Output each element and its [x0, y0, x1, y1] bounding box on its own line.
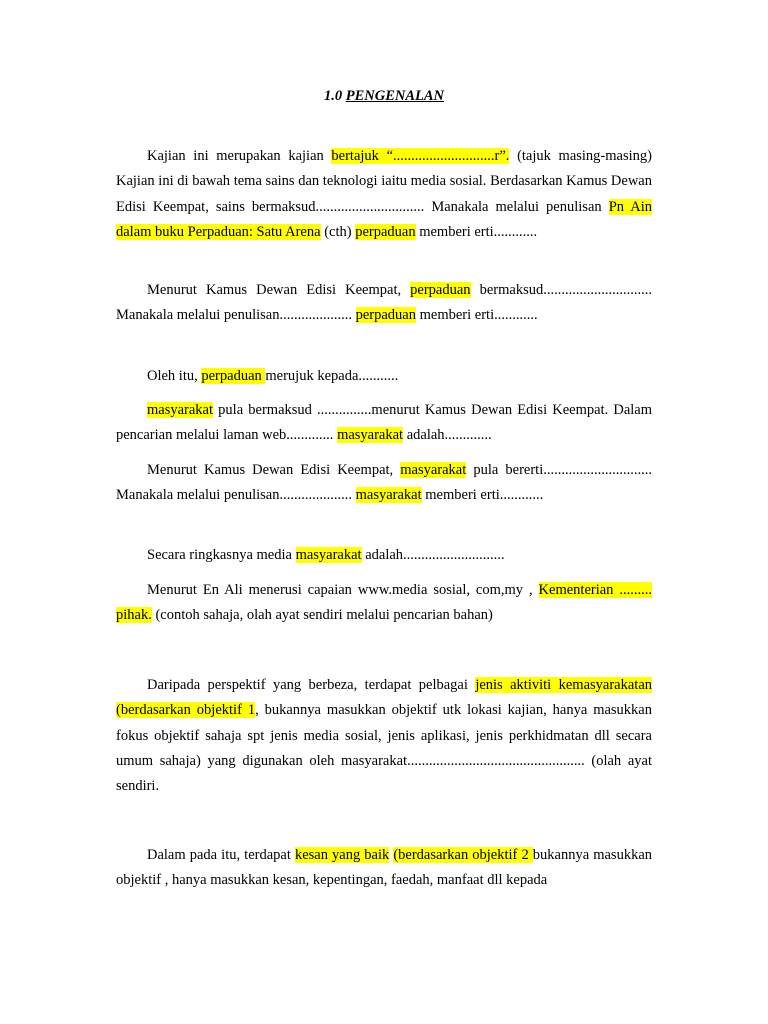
- highlighted-text: masyarakat: [295, 547, 362, 563]
- text-run: Menurut Kamus Dewan Edisi Keempat,: [147, 462, 401, 478]
- highlighted-text: bertajuk “............................r”.: [331, 148, 510, 164]
- paragraph-2: [116, 278, 652, 329]
- paragraph-1: [116, 144, 652, 245]
- highlighted-text: Pn Ain dalam buku Perpaduan: Satu Arena: [116, 198, 652, 240]
- text-run: Oleh itu,: [147, 368, 202, 384]
- text-run: pula bermaksud ...............menurut Kamus Dewan Edisi Keempat. Dalam pencarian melalui laman web.............: [116, 402, 652, 444]
- text-run: Menurut En Ali menerusi capaian www.media sosial, com,my ,: [147, 582, 539, 598]
- text-run: adalah............................: [361, 547, 505, 563]
- highlighted-text: perpaduan: [355, 307, 416, 324]
- text-run: memberi erti............: [416, 307, 538, 324]
- highlighted-text: perpaduan: [355, 223, 416, 240]
- paragraph-3: [116, 364, 652, 389]
- paragraph-8: [116, 673, 652, 799]
- text-run: (tajuk masing-masing) Kajian ini di bawah tema sains dan teknologi iaitu media sosial. Berdasarkan Kamus Dewan Edisi Keempat, sains bermaksud.............................. Manakala melalui penulisan: [116, 148, 652, 215]
- highlighted-text: masyarakat: [147, 402, 214, 418]
- paragraph-4: [116, 398, 652, 449]
- text-run: merujuk kepada...........: [265, 368, 399, 384]
- text-run: Dalam pada itu, terdapat: [147, 847, 295, 863]
- highlighted-text: pihak.: [116, 607, 152, 624]
- paragraph-7: [116, 578, 652, 629]
- highlighted-text: masyarakat: [400, 462, 467, 478]
- highlighted-text: masyarakat: [337, 427, 404, 444]
- text-run: bermaksud.............................. Manakala melalui penulisan....................: [116, 282, 652, 324]
- highlighted-text: Kementerian .........: [538, 582, 652, 598]
- text-run: , bukannya masukkan objektif utk lokasi kajian, hanya masukkan fokus objektif sahaja spt jenis media sosial, jenis aplikasi, jenis perkhidmatan dll secara umum sahaja) yang digunakan oleh masyarakat................................................. (olah ayat sendiri.: [116, 702, 652, 795]
- highlighted-text: masyarakat: [355, 487, 422, 504]
- text-run: Kajian ini merupakan kajian: [147, 148, 332, 164]
- highlighted-text: perpaduan: [201, 368, 266, 384]
- section-title: [0, 88, 768, 105]
- text-run: Menurut Kamus Dewan Edisi Keempat,: [147, 282, 411, 298]
- text-run: memberi erti............: [415, 223, 538, 240]
- paragraph-6: [116, 543, 652, 568]
- paragraph-9: [116, 843, 652, 894]
- highlighted-text: jenis aktiviti kemasyarakatan (berdasarkan objektif 1: [116, 677, 653, 719]
- highlighted-text: (berdasarkan objektif 2: [393, 847, 533, 863]
- section-heading: PENGENALAN: [345, 88, 445, 104]
- text-run: Daripada perspektif yang berbeza, terdapat pelbagai: [147, 677, 476, 693]
- text-run: adalah.............: [403, 427, 492, 444]
- text-run: bukannya masukkan objektif , hanya masukkan kesan, kepentingan, faedah, manfaat dll kepada: [116, 847, 652, 889]
- paragraph-5: [116, 458, 652, 509]
- text-run: memberi erti............: [421, 487, 544, 504]
- text-run: Secara ringkasnya media: [147, 547, 296, 563]
- section-number: 1.0: [323, 88, 343, 104]
- text-run: pula bererti.............................. Manakala melalui penulisan....................: [116, 462, 652, 504]
- text-run: (cth): [320, 223, 356, 240]
- text-run: (contoh sahaja, olah ayat sendiri melalui pencarian bahan): [151, 607, 493, 624]
- highlighted-text: kesan yang baik: [294, 847, 390, 863]
- highlighted-text: perpaduan: [410, 282, 471, 298]
